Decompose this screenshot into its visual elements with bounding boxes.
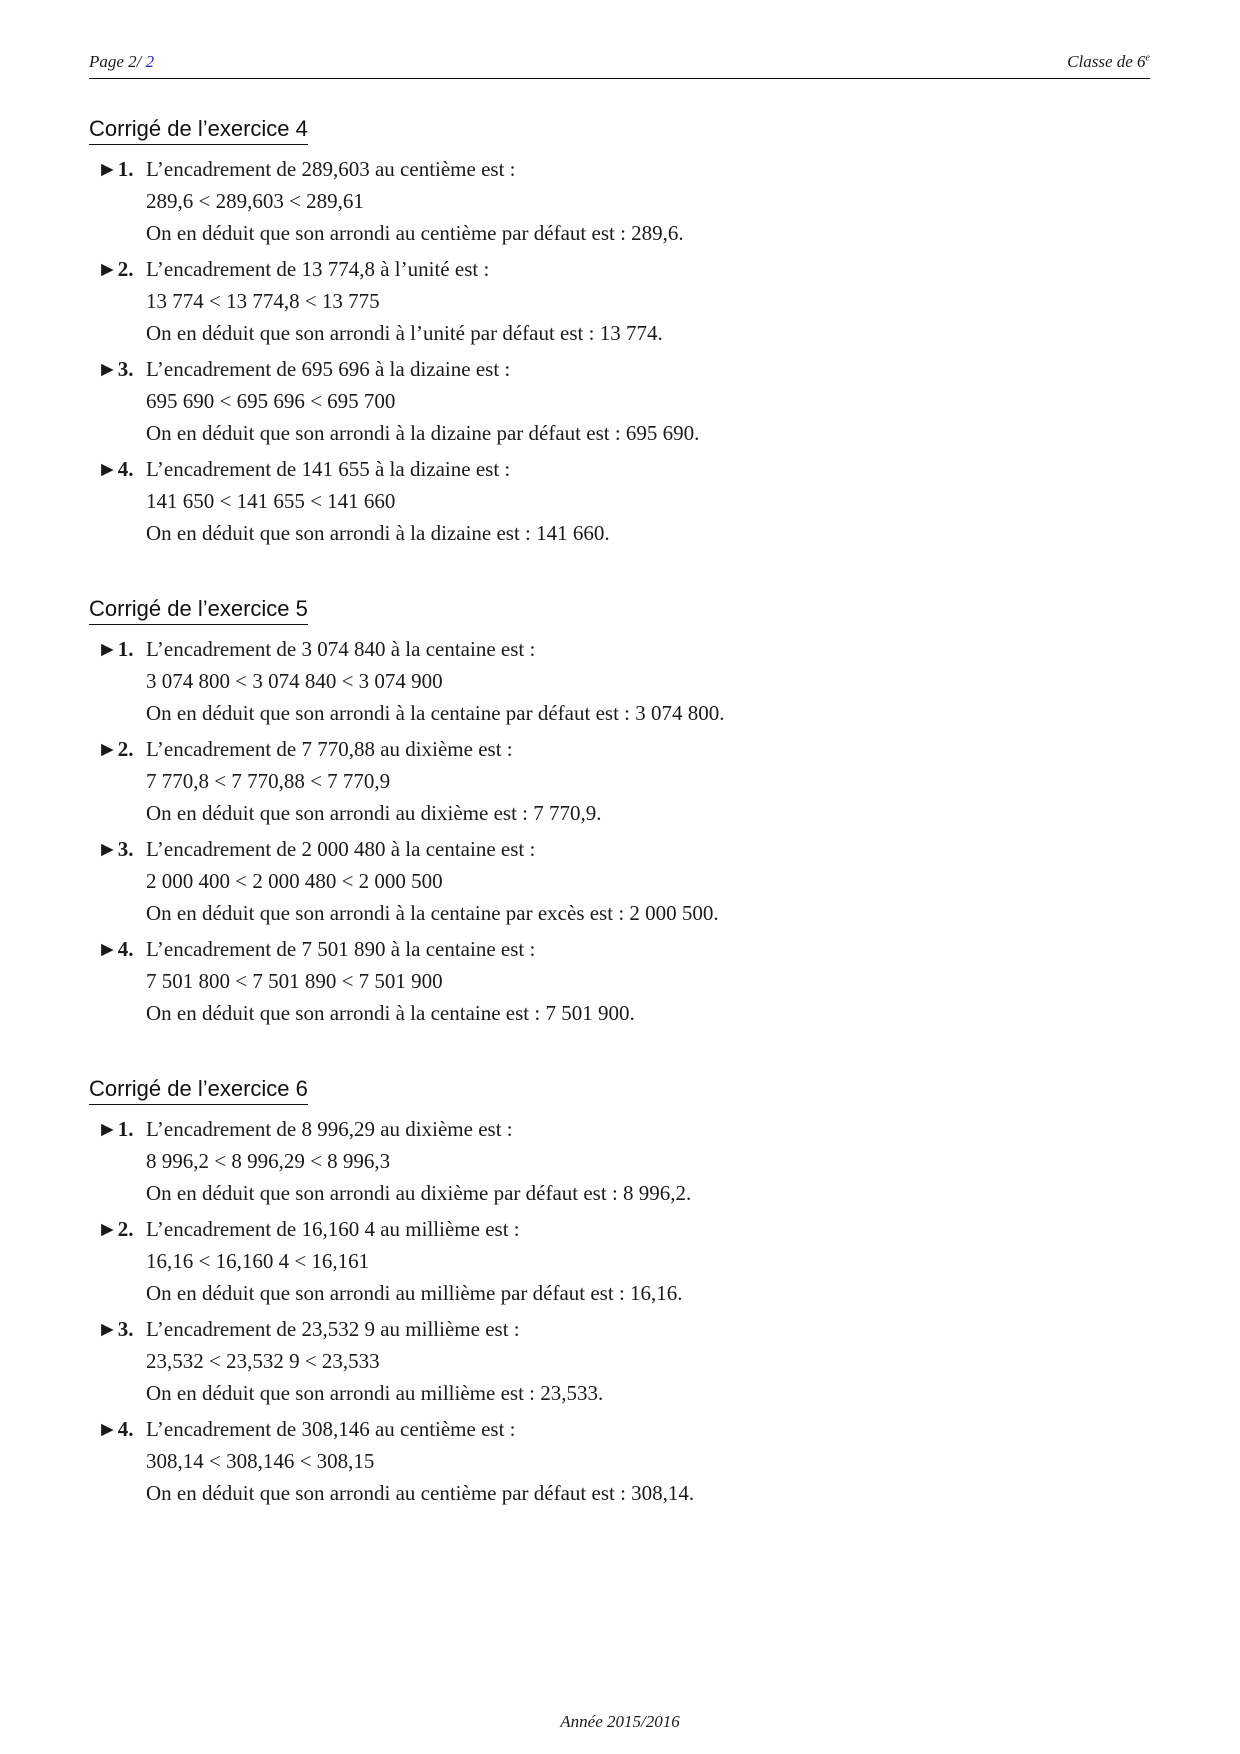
list-item [89,353,699,449]
class-label [1067,52,1150,72]
section-exercice-6 [89,1076,694,1513]
item-marker: ►2. [97,257,134,281]
item-inequality: 7 770,8 < 7 770,88 < 7 770,9 [146,769,391,793]
section-title: Corrigé de l’exercice 6 [89,1076,308,1105]
item-conclusion: On en déduit que son arrondi à la centaine est : 7 501 900. [146,1001,635,1025]
item-statement: L’encadrement de 2 000 480 à la centaine est : [146,837,536,861]
page-number [89,52,154,72]
item-statement: L’encadrement de 3 074 840 à la centaine est : [146,637,536,661]
item-conclusion: On en déduit que son arrondi à la dizaine est : 141 660. [146,521,610,545]
item-marker: ►3. [97,837,134,861]
item-conclusion: On en déduit que son arrondi au dixième est : 7 770,9. [146,801,602,825]
list-item [89,1213,694,1309]
item-inequality: 3 074 800 < 3 074 840 < 3 074 900 [146,669,443,693]
list-item [89,1313,694,1409]
item-inequality: 16,16 < 16,160 4 < 16,161 [146,1249,370,1273]
list-item [89,153,699,249]
item-conclusion: On en déduit que son arrondi au centième par défaut est : 289,6. [146,221,684,245]
item-marker: ►4. [97,1417,134,1441]
class-text: Classe de 6 [1067,52,1146,71]
item-statement: L’encadrement de 23,532 9 au millième est : [146,1317,520,1341]
item-conclusion: On en déduit que son arrondi à la centaine par défaut est : 3 074 800. [146,701,725,725]
item-marker: ►3. [97,357,134,381]
list-item [89,253,699,349]
section-exercice-4 [89,116,699,553]
item-marker: ►4. [97,457,134,481]
page-total-link[interactable]: 2 [145,52,155,71]
item-inequality: 13 774 < 13 774,8 < 13 775 [146,289,380,313]
item-inequality: 7 501 800 < 7 501 890 < 7 501 900 [146,969,443,993]
item-statement: L’encadrement de 7 501 890 à la centaine est : [146,937,536,961]
item-statement: L’encadrement de 695 696 à la dizaine est : [146,357,511,381]
page-label: Page 2/ [89,52,146,71]
item-marker: ►4. [97,937,134,961]
item-statement: L’encadrement de 13 774,8 à l’unité est : [146,257,490,281]
item-conclusion: On en déduit que son arrondi au millième est : 23,533. [146,1381,604,1405]
item-marker: ►1. [97,157,134,181]
item-statement: L’encadrement de 8 996,29 au dixième est : [146,1117,513,1141]
list-item [89,833,724,929]
item-marker: ►2. [97,1217,134,1241]
item-inequality: 8 996,2 < 8 996,29 < 8 996,3 [146,1149,391,1173]
item-marker: ►1. [97,1117,134,1141]
item-inequality: 695 690 < 695 696 < 695 700 [146,389,396,413]
list-item [89,1413,694,1509]
section-exercice-5 [89,596,724,1033]
item-conclusion: On en déduit que son arrondi au millième par défaut est : 16,16. [146,1281,683,1305]
item-statement: L’encadrement de 16,160 4 au millième est : [146,1217,520,1241]
section-title: Corrigé de l’exercice 5 [89,596,308,625]
class-superscript: e [1145,52,1150,64]
item-marker: ►2. [97,737,134,761]
item-conclusion: On en déduit que son arrondi à la dizaine par défaut est : 695 690. [146,421,700,445]
list-item [89,933,724,1029]
item-statement: L’encadrement de 7 770,88 au dixième est : [146,737,513,761]
item-conclusion: On en déduit que son arrondi à la centaine par excès est : 2 000 500. [146,901,719,925]
item-inequality: 308,14 < 308,146 < 308,15 [146,1449,375,1473]
page-footer: Année 2015/2016 [560,1712,680,1731]
item-conclusion: On en déduit que son arrondi au dixième par défaut est : 8 996,2. [146,1181,692,1205]
item-statement: L’encadrement de 141 655 à la dizaine est : [146,457,511,481]
list-item [89,1113,694,1209]
section-title: Corrigé de l’exercice 4 [89,116,308,145]
page-header [89,50,1150,79]
list-item [89,453,699,549]
item-statement: L’encadrement de 308,146 au centième est : [146,1417,516,1441]
item-inequality: 289,6 < 289,603 < 289,61 [146,189,364,213]
list-item [89,633,724,729]
item-conclusion: On en déduit que son arrondi à l’unité par défaut est : 13 774. [146,321,663,345]
item-inequality: 23,532 < 23,532 9 < 23,533 [146,1349,380,1373]
item-marker: ►3. [97,1317,134,1341]
item-inequality: 141 650 < 141 655 < 141 660 [146,489,396,513]
item-statement: L’encadrement de 289,603 au centième est : [146,157,516,181]
item-conclusion: On en déduit que son arrondi au centième par défaut est : 308,14. [146,1481,695,1505]
item-inequality: 2 000 400 < 2 000 480 < 2 000 500 [146,869,443,893]
item-marker: ►1. [97,637,134,661]
list-item [89,733,724,829]
